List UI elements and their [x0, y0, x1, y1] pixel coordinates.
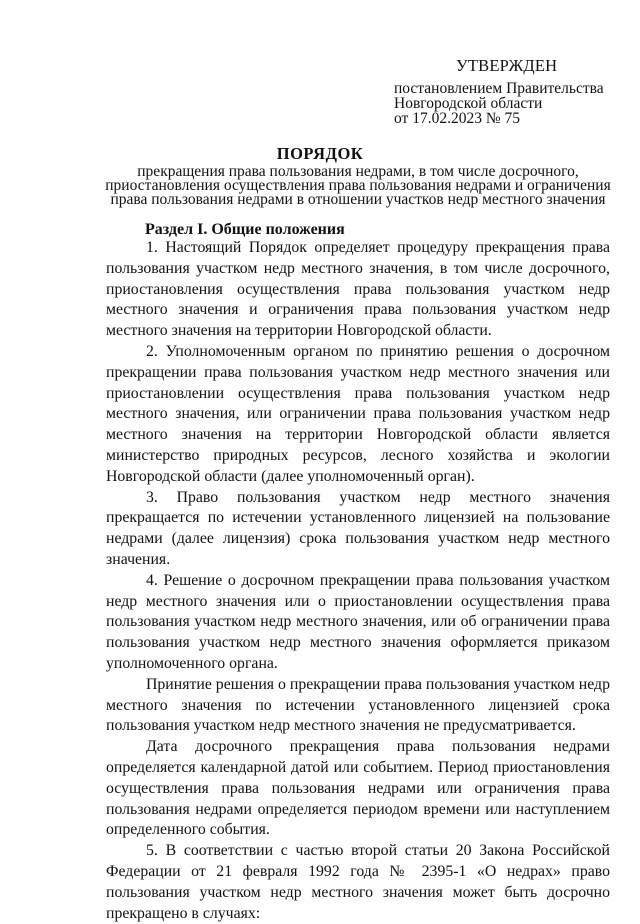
subtitle-line: прекращения права пользования недрами, в том числе досрочного,	[137, 163, 579, 180]
subtitle-line: права пользования недрами в отношении участков недр местного значения	[110, 191, 606, 208]
approval-line: от 17.02.2023 № 75	[394, 110, 520, 127]
paragraph: 4. Решение о досрочном прекращении права пользования участком недр местного значения или о приостановлении осуществления права пользования участком недр местного значения, или об ограничении права пользования участком недр местного значения оформляется приказом уполномоченного органа.	[106, 571, 610, 672]
document-body	[106, 238, 610, 924]
approval-stamp: УТВЕРЖДЕН	[456, 56, 558, 75]
paragraph: 2. Уполномоченным органом по принятию решения о досрочном прекращении права пользования участком недр местного значения или приостановлении осуществления права пользования участком недр местного значения, или ограничении права пользования участком недр местного значения на территории Новгородской области является министерство природных ресурсов, лесного хозяйства и экологии Новгородской области (далее уполномоченный орган).	[106, 342, 610, 485]
approval-block	[394, 58, 634, 126]
document-subtitle	[88, 165, 628, 207]
paragraph: 3. Право пользования участком недр местного значения прекращается по истечении установленного лицензией на пользование недрами (далее лицензия) срока пользования участком недр местного значения.	[106, 488, 610, 568]
paragraph: 1. Настоящий Порядок определяет процедуру прекращения права пользования участком недр местного значения, в том числе досрочного, приостановления осуществления права пользования участком недр местного значения и ограничения права пользования участком недр местного значения на территории Новгородской области.	[106, 239, 610, 340]
paragraph: 5. В соответствии с частью второй статьи 20 Закона Российской Федерации от 21 февраля 1992 года № 2395-1 «О недрах» право пользования участком недр местного значения может быть досрочно прекращено в случаях:	[106, 842, 610, 922]
approval-line: постановлением Правительства	[394, 80, 604, 97]
subtitle-line: приостановления осуществления права пользования недрами и ограничения	[105, 177, 611, 194]
document-title: ПОРЯДОК	[276, 144, 364, 163]
paragraph: Дата досрочного прекращения права пользования недрами определяется календарной датой или событием. Период приостановления осуществления права пользования недрами или ограничения права пользования недрами определяется периодом времени или наступлением определенного события.	[106, 738, 610, 839]
approval-line: Новгородской области	[394, 95, 543, 112]
paragraph: Принятие решения о прекращении права пользования участком недр местного значения по истечении установленного лицензией срока пользования участком недр местного значения не предусматривается.	[106, 675, 610, 735]
section-heading: Раздел I. Общие положения	[145, 221, 345, 238]
